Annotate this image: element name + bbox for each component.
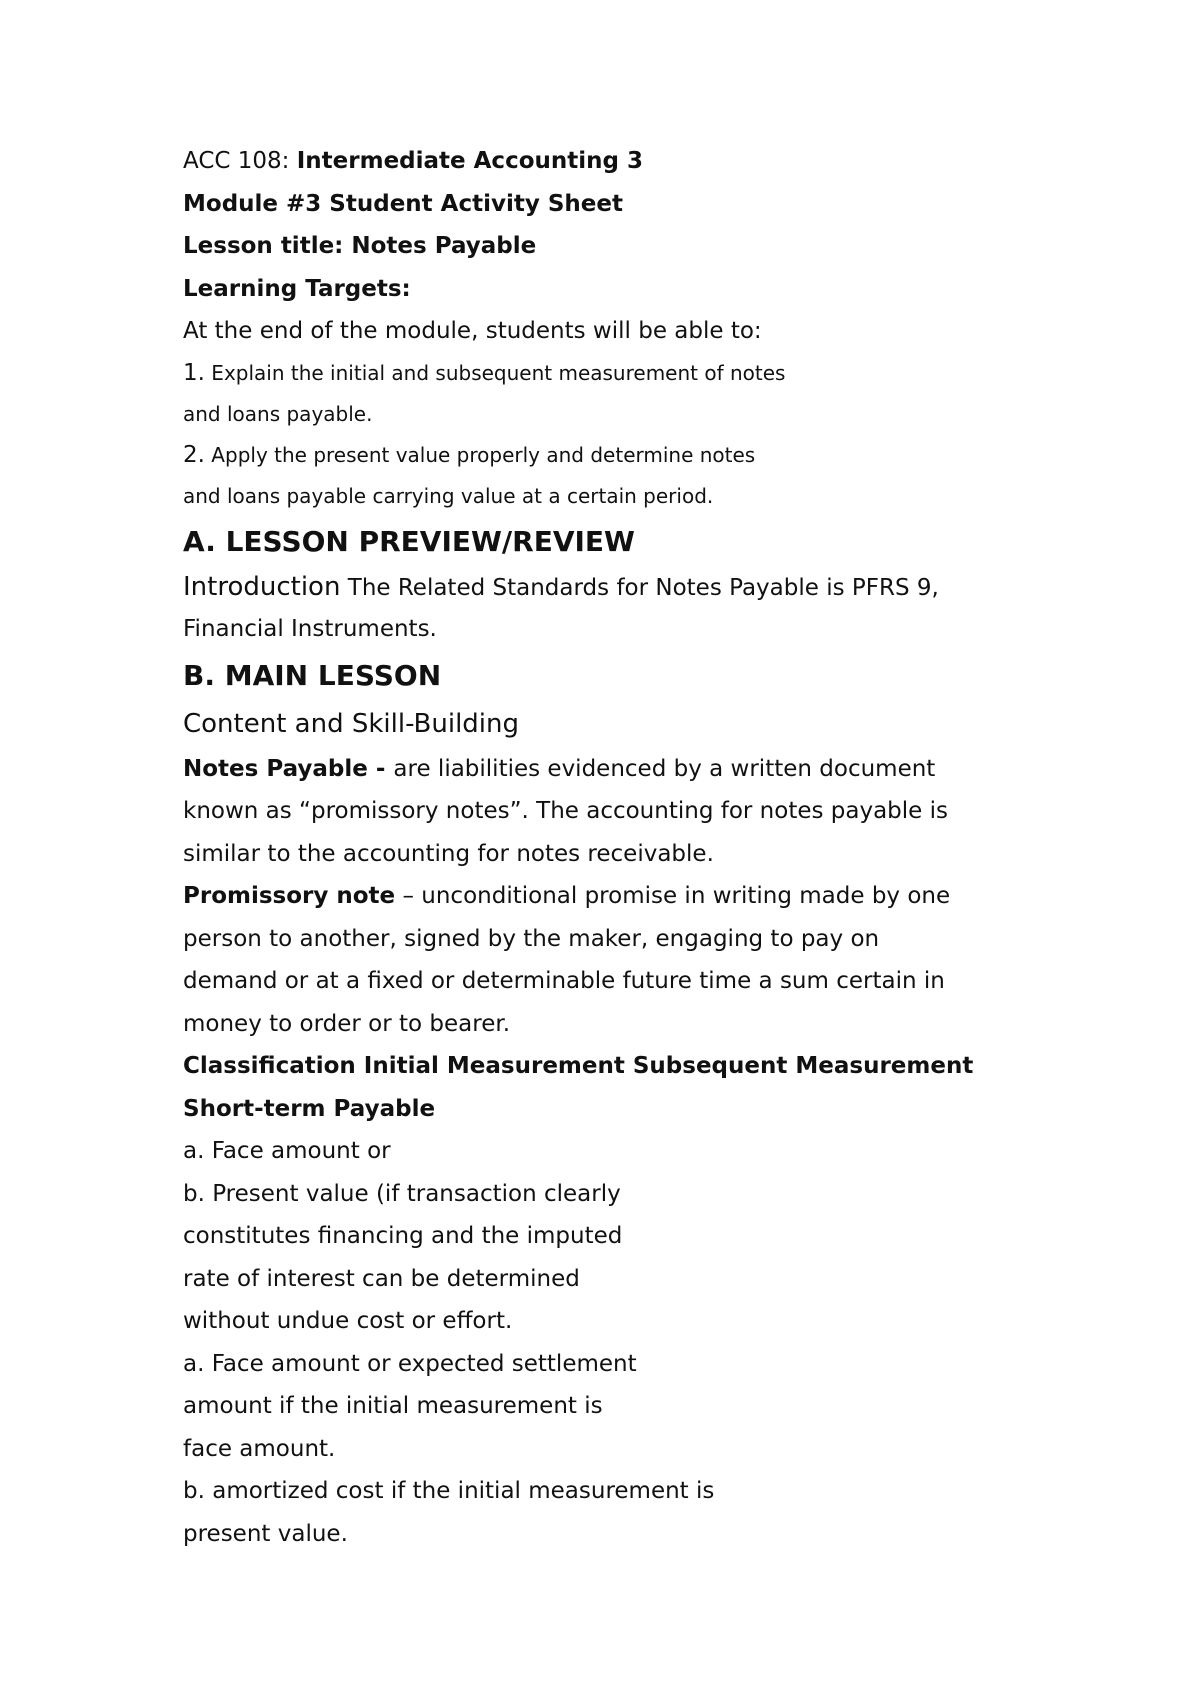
measurement-line: face amount.: [183, 1435, 336, 1462]
introduction-text: The Related Standards for Notes Payable is PFRS 9,: [340, 574, 939, 601]
measurement-line: without undue cost or effort.: [183, 1308, 513, 1334]
measurement-line: a. Face amount or expected settlement: [183, 1350, 637, 1377]
target-number: 1.: [183, 359, 205, 386]
measurement-line: rate of interest can be determined: [183, 1265, 580, 1292]
measurement-line: present value.: [183, 1520, 348, 1547]
introduction-line: [183, 566, 1143, 609]
definition-text: demand or at a fixed or determinable future time a sum certain in: [183, 968, 945, 994]
learning-targets-heading: Learning Targets:: [183, 275, 411, 302]
section-b-subheading: Content and Skill-Building: [183, 708, 520, 739]
introduction-label: Introduction: [183, 571, 341, 602]
definition-text: money to order or to bearer.: [183, 1010, 511, 1037]
short-term-payable-label: Short-term Payable: [183, 1095, 436, 1122]
definition-text: – unconditional promise in writing made by one: [395, 883, 951, 909]
definition-text: known as “promissory notes”. The accounting for notes payable is: [183, 798, 949, 824]
promissory-note-definition: [183, 875, 1143, 918]
target-text: Explain the initial and subsequent measurement of notes: [204, 360, 786, 385]
promissory-note-term: Promissory note: [183, 883, 396, 909]
course-code: ACC 108:: [183, 148, 297, 174]
measurement-line: b. amortized cost if the initial measurement is: [183, 1478, 715, 1504]
course-line: [183, 140, 1143, 183]
module-title: Module #3 Student Activity Sheet: [183, 190, 623, 217]
notes-payable-definition: [183, 748, 1143, 791]
definition-text: person to another, signed by the maker, engaging to pay on: [183, 925, 880, 952]
section-a-heading: A. LESSON PREVIEW/REVIEW: [183, 524, 635, 558]
measurement-line: b. Present value (if transaction clearly: [183, 1180, 621, 1207]
measurement-line: constitutes financing and the imputed: [183, 1223, 623, 1249]
target-item-2: [183, 435, 1143, 476]
classification-table-header: Classification Initial Measurement Subsequent Measurement: [183, 1053, 974, 1079]
document-page: [183, 140, 1143, 1555]
target-item-1: [183, 353, 1143, 394]
section-b-heading: B. MAIN LESSON: [183, 658, 442, 692]
definition-text: are liabilities evidenced by a written document: [393, 755, 936, 782]
learning-targets-intro: At the end of the module, students will be able to:: [183, 318, 762, 344]
lesson-title: Lesson title: Notes Payable: [183, 233, 537, 259]
target-number: 2.: [183, 441, 205, 468]
course-title: Intermediate Accounting 3: [296, 148, 643, 174]
target-item-2-continued: and loans payable carrying value at a certain period.: [183, 483, 714, 508]
notes-payable-term: Notes Payable -: [183, 755, 394, 782]
introduction-continued: Financial Instruments.: [183, 616, 437, 642]
target-item-1-continued: and loans payable.: [183, 401, 373, 426]
definition-text: similar to the accounting for notes receivable.: [183, 840, 714, 867]
measurement-line: amount if the initial measurement is: [183, 1393, 603, 1419]
target-text: Apply the present value properly and determine notes: [204, 442, 756, 467]
measurement-line: a. Face amount or: [183, 1138, 391, 1164]
